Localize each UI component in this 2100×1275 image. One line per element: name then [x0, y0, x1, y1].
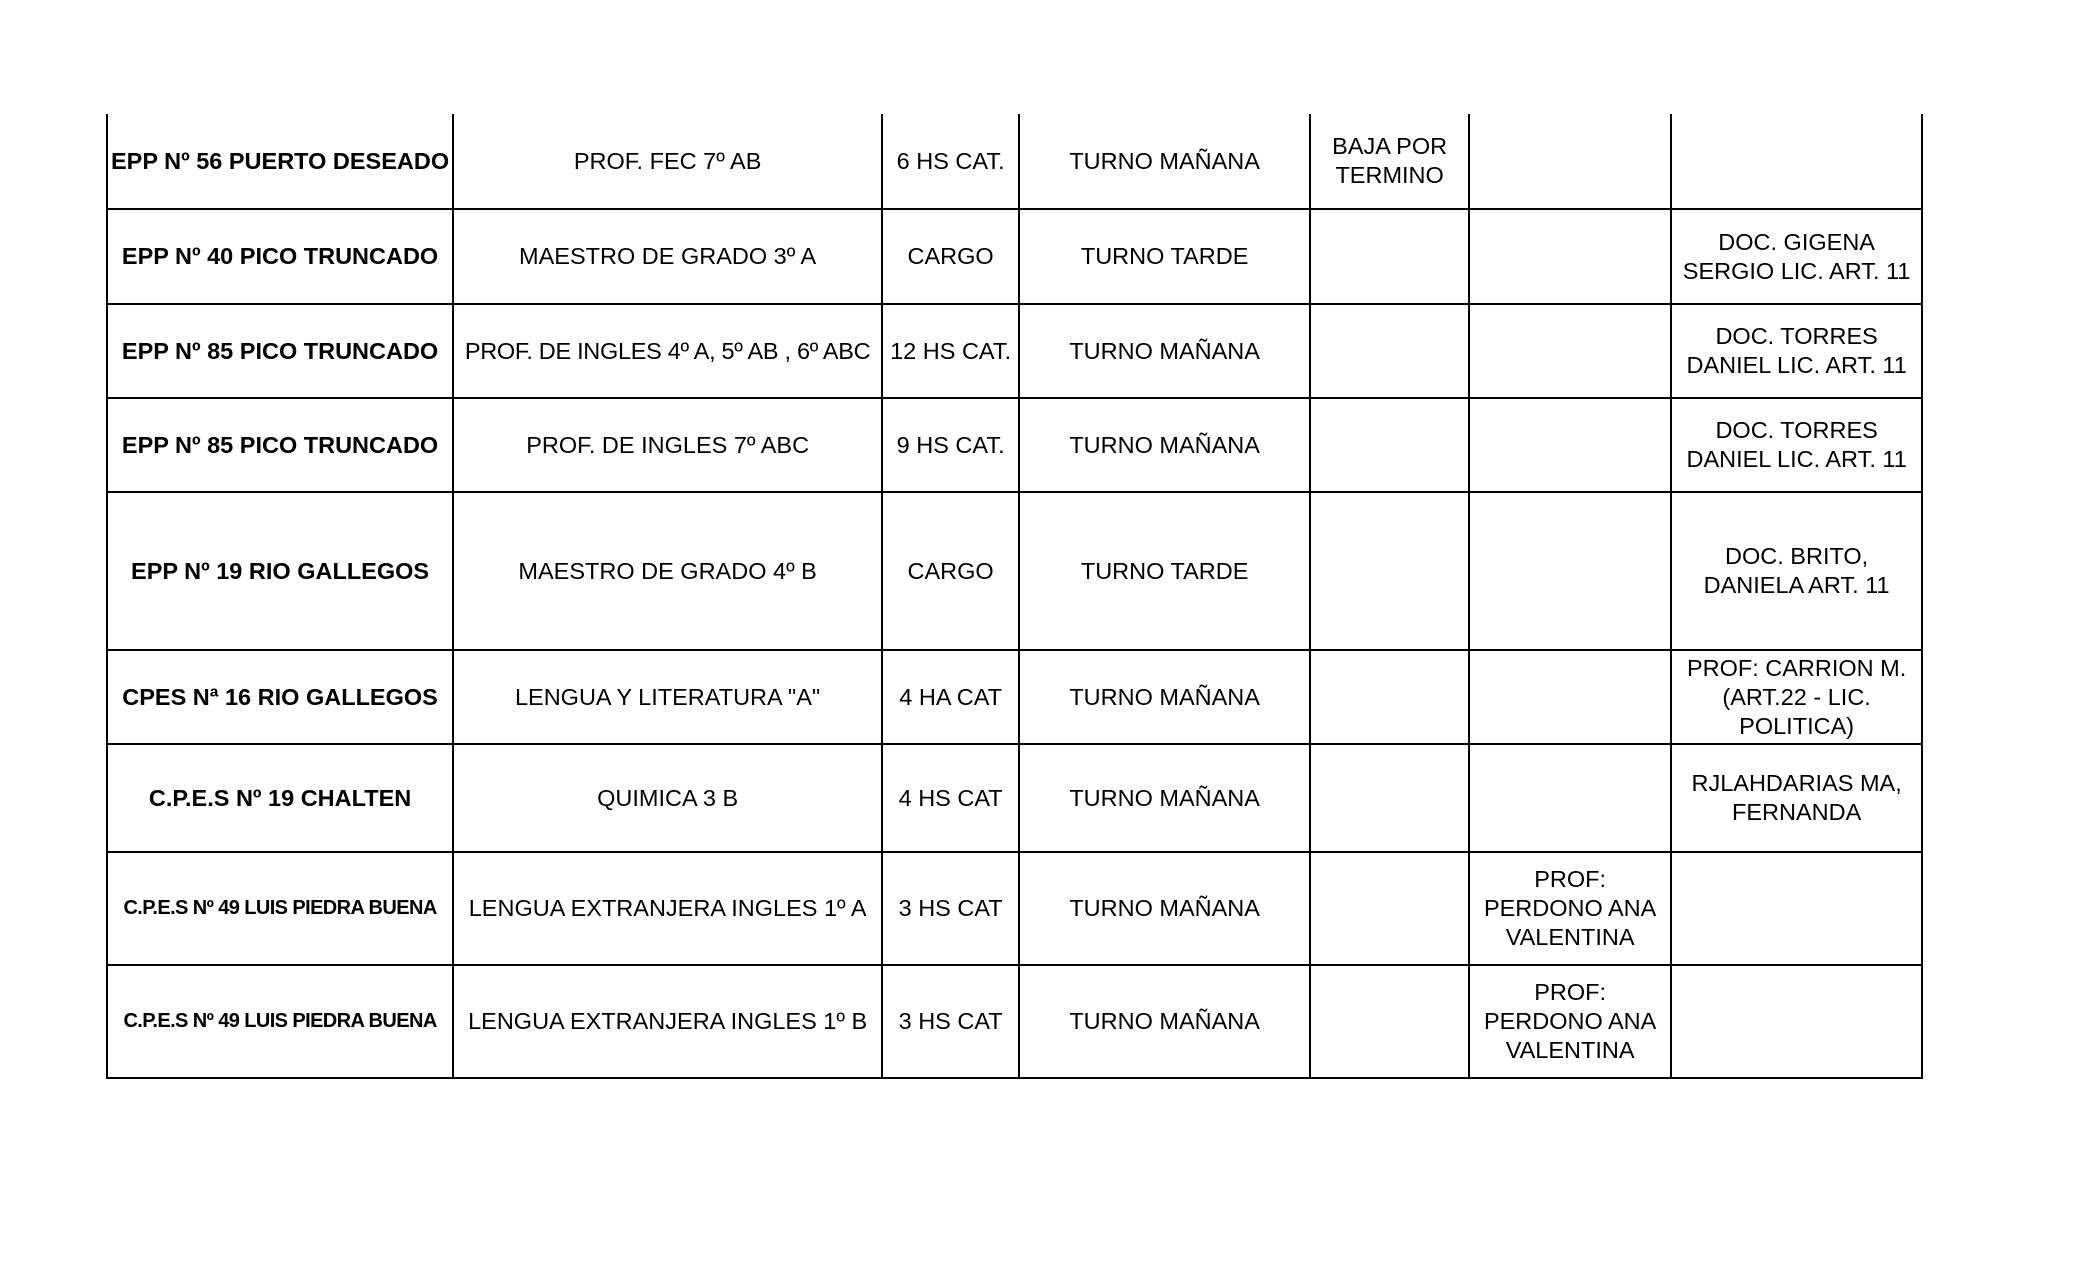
- shift-cell: TURNO TARDE: [1019, 209, 1310, 304]
- replaces-cell: PROF: CARRION M. (ART.22 - LIC. POLITICA): [1671, 650, 1922, 744]
- status-cell: BAJA POR TERMINO: [1310, 114, 1469, 209]
- shift-cell: TURNO MAÑANA: [1019, 744, 1310, 852]
- school-cell: EPP Nº 56 PUERTO DESEADO: [107, 114, 453, 209]
- table-row: [107, 492, 1922, 650]
- hours-cell: 9 HS CAT.: [882, 398, 1019, 492]
- replaces-cell: [1671, 852, 1922, 965]
- school-cell: C.P.E.S Nº 49 LUIS PIEDRA BUENA: [107, 965, 453, 1078]
- hours-cell: 4 HS CAT: [882, 744, 1019, 852]
- hours-cell: 3 HS CAT: [882, 965, 1019, 1078]
- table-row: [107, 852, 1922, 965]
- assigned-cell: [1469, 304, 1671, 398]
- school-cell: CPES Nª 16 RIO GALLEGOS: [107, 650, 453, 744]
- assigned-cell: [1469, 398, 1671, 492]
- hours-cell: 6 HS CAT.: [882, 114, 1019, 209]
- hours-cell: CARGO: [882, 492, 1019, 650]
- subject-cell: MAESTRO DE GRADO 3º A: [453, 209, 882, 304]
- subject-cell: PROF. FEC 7º AB: [453, 114, 882, 209]
- replaces-cell: DOC. GIGENA SERGIO LIC. ART. 11: [1671, 209, 1922, 304]
- status-cell: [1310, 852, 1469, 965]
- shift-cell: TURNO MAÑANA: [1019, 398, 1310, 492]
- assigned-cell: [1469, 209, 1671, 304]
- subject-cell: PROF. DE INGLES 4º A, 5º AB , 6º ABC: [453, 304, 882, 398]
- status-cell: [1310, 965, 1469, 1078]
- school-cell: EPP Nº 19 RIO GALLEGOS: [107, 492, 453, 650]
- subject-cell: LENGUA Y LITERATURA "A": [453, 650, 882, 744]
- shift-cell: TURNO TARDE: [1019, 492, 1310, 650]
- assigned-cell: PROF: PERDONO ANA VALENTINA: [1469, 965, 1671, 1078]
- subject-cell: LENGUA EXTRANJERA INGLES 1º A: [453, 852, 882, 965]
- school-cell: EPP Nº 40 PICO TRUNCADO: [107, 209, 453, 304]
- status-cell: [1310, 744, 1469, 852]
- school-cell: C.P.E.S Nº 49 LUIS PIEDRA BUENA: [107, 852, 453, 965]
- school-cell: EPP Nº 85 PICO TRUNCADO: [107, 304, 453, 398]
- table-row: [107, 744, 1922, 852]
- vacancies-table: [106, 114, 1923, 1079]
- shift-cell: TURNO MAÑANA: [1019, 650, 1310, 744]
- school-cell: EPP Nº 85 PICO TRUNCADO: [107, 398, 453, 492]
- status-cell: [1310, 492, 1469, 650]
- shift-cell: TURNO MAÑANA: [1019, 114, 1310, 209]
- assigned-cell: [1469, 650, 1671, 744]
- assigned-cell: [1469, 114, 1671, 209]
- replaces-cell: [1671, 965, 1922, 1078]
- table-row: [107, 398, 1922, 492]
- table-row: [107, 114, 1922, 209]
- hours-cell: 12 HS CAT.: [882, 304, 1019, 398]
- replaces-cell: DOC. BRITO, DANIELA ART. 11: [1671, 492, 1922, 650]
- assigned-cell: [1469, 744, 1671, 852]
- assigned-cell: [1469, 492, 1671, 650]
- hours-cell: CARGO: [882, 209, 1019, 304]
- replaces-cell: DOC. TORRES DANIEL LIC. ART. 11: [1671, 398, 1922, 492]
- table-row: [107, 965, 1922, 1078]
- school-cell: C.P.E.S Nº 19 CHALTEN: [107, 744, 453, 852]
- status-cell: [1310, 304, 1469, 398]
- subject-cell: PROF. DE INGLES 7º ABC: [453, 398, 882, 492]
- subject-cell: MAESTRO DE GRADO 4º B: [453, 492, 882, 650]
- status-cell: [1310, 650, 1469, 744]
- table-row: [107, 209, 1922, 304]
- hours-cell: 3 HS CAT: [882, 852, 1019, 965]
- subject-cell: LENGUA EXTRANJERA INGLES 1º B: [453, 965, 882, 1078]
- shift-cell: TURNO MAÑANA: [1019, 304, 1310, 398]
- replaces-cell: DOC. TORRES DANIEL LIC. ART. 11: [1671, 304, 1922, 398]
- status-cell: [1310, 398, 1469, 492]
- replaces-cell: RJLAHDARIAS MA, FERNANDA: [1671, 744, 1922, 852]
- table-row: [107, 304, 1922, 398]
- assigned-cell: PROF: PERDONO ANA VALENTINA: [1469, 852, 1671, 965]
- status-cell: [1310, 209, 1469, 304]
- subject-cell: QUIMICA 3 B: [453, 744, 882, 852]
- replaces-cell: [1671, 114, 1922, 209]
- shift-cell: TURNO MAÑANA: [1019, 852, 1310, 965]
- shift-cell: TURNO MAÑANA: [1019, 965, 1310, 1078]
- hours-cell: 4 HA CAT: [882, 650, 1019, 744]
- table-row: [107, 650, 1922, 744]
